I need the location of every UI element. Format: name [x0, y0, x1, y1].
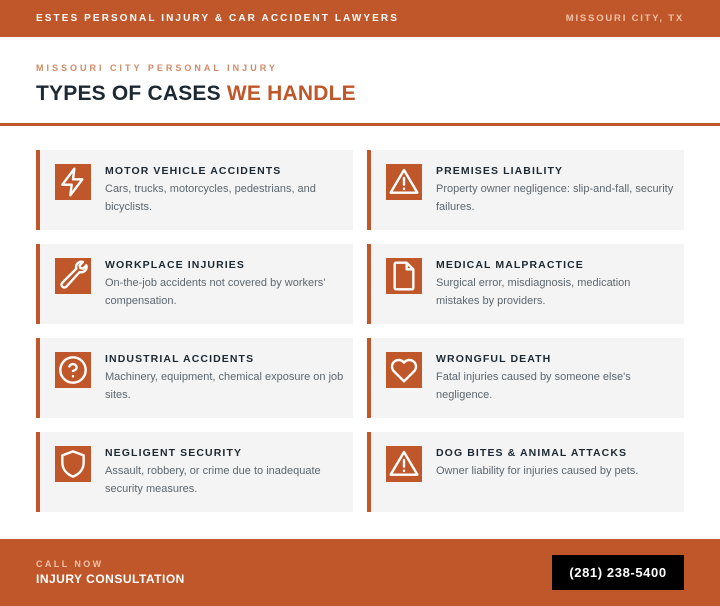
case-description: Cars, trucks, motorcycles, pedestrians, and bicyclists.	[105, 183, 316, 213]
case-card-premises-liability[interactable]	[367, 150, 684, 230]
case-title: PREMISES LIABILITY	[436, 165, 564, 177]
header-divider	[0, 123, 720, 126]
section-eyebrow: MISSOURI CITY PERSONAL INJURY	[36, 63, 278, 73]
case-description: Assault, robbery, or crime due to inadequate security measures.	[105, 465, 321, 495]
top-bar	[0, 0, 720, 37]
case-title: WORKPLACE INJURIES	[105, 259, 245, 271]
case-description: Property owner negligence: slip-and-fall, security failures.	[436, 183, 674, 213]
lightning-icon	[55, 164, 91, 200]
case-description: On-the-job accidents not covered by workers' compensation.	[105, 277, 326, 307]
phone-button[interactable]: (281) 238-5400	[552, 555, 684, 590]
page-title	[36, 82, 356, 106]
wrench-icon	[55, 258, 91, 294]
document-icon	[386, 258, 422, 294]
call-now-label: CALL NOW	[36, 559, 104, 569]
warning-triangle-icon	[386, 446, 422, 482]
firm-location: MISSOURI CITY, TX	[565, 13, 684, 24]
case-card-dog-bites[interactable]	[367, 432, 684, 512]
consultation-label: INJURY CONSULTATION	[36, 572, 185, 586]
case-description: Fatal injuries caused by someone else's negligence.	[436, 371, 631, 401]
shield-icon	[55, 446, 91, 482]
page-title-main: TYPES OF CASES	[36, 82, 221, 105]
case-card-wrongful-death[interactable]	[367, 338, 684, 418]
page-title-accent: WE HANDLE	[226, 82, 356, 105]
case-types-grid	[36, 150, 684, 512]
case-card-industrial-accidents[interactable]	[36, 338, 353, 418]
heart-icon	[386, 352, 422, 388]
case-card-workplace-injuries[interactable]	[36, 244, 353, 324]
case-description: Owner liability for injuries caused by pets.	[436, 465, 639, 477]
case-title: MOTOR VEHICLE ACCIDENTS	[105, 165, 282, 177]
case-description: Machinery, equipment, chemical exposure on job sites.	[105, 371, 344, 401]
case-card-negligent-security[interactable]	[36, 432, 353, 512]
case-title: MEDICAL MALPRACTICE	[436, 259, 584, 271]
case-card-motor-vehicle[interactable]	[36, 150, 353, 230]
case-title: NEGLIGENT SECURITY	[105, 447, 243, 459]
case-card-medical-malpractice[interactable]	[367, 244, 684, 324]
footer-cta	[0, 539, 720, 606]
section-header	[36, 63, 356, 106]
case-title: DOG BITES & ANIMAL ATTACKS	[436, 447, 628, 459]
case-title: INDUSTRIAL ACCIDENTS	[105, 353, 255, 365]
case-description: Surgical error, misdiagnosis, medication mistakes by providers.	[436, 277, 631, 307]
case-title: WRONGFUL DEATH	[436, 353, 552, 365]
question-circle-icon	[55, 352, 91, 388]
firm-name: ESTES PERSONAL INJURY & CAR ACCIDENT LAWYERS	[36, 13, 399, 24]
warning-triangle-icon	[386, 164, 422, 200]
